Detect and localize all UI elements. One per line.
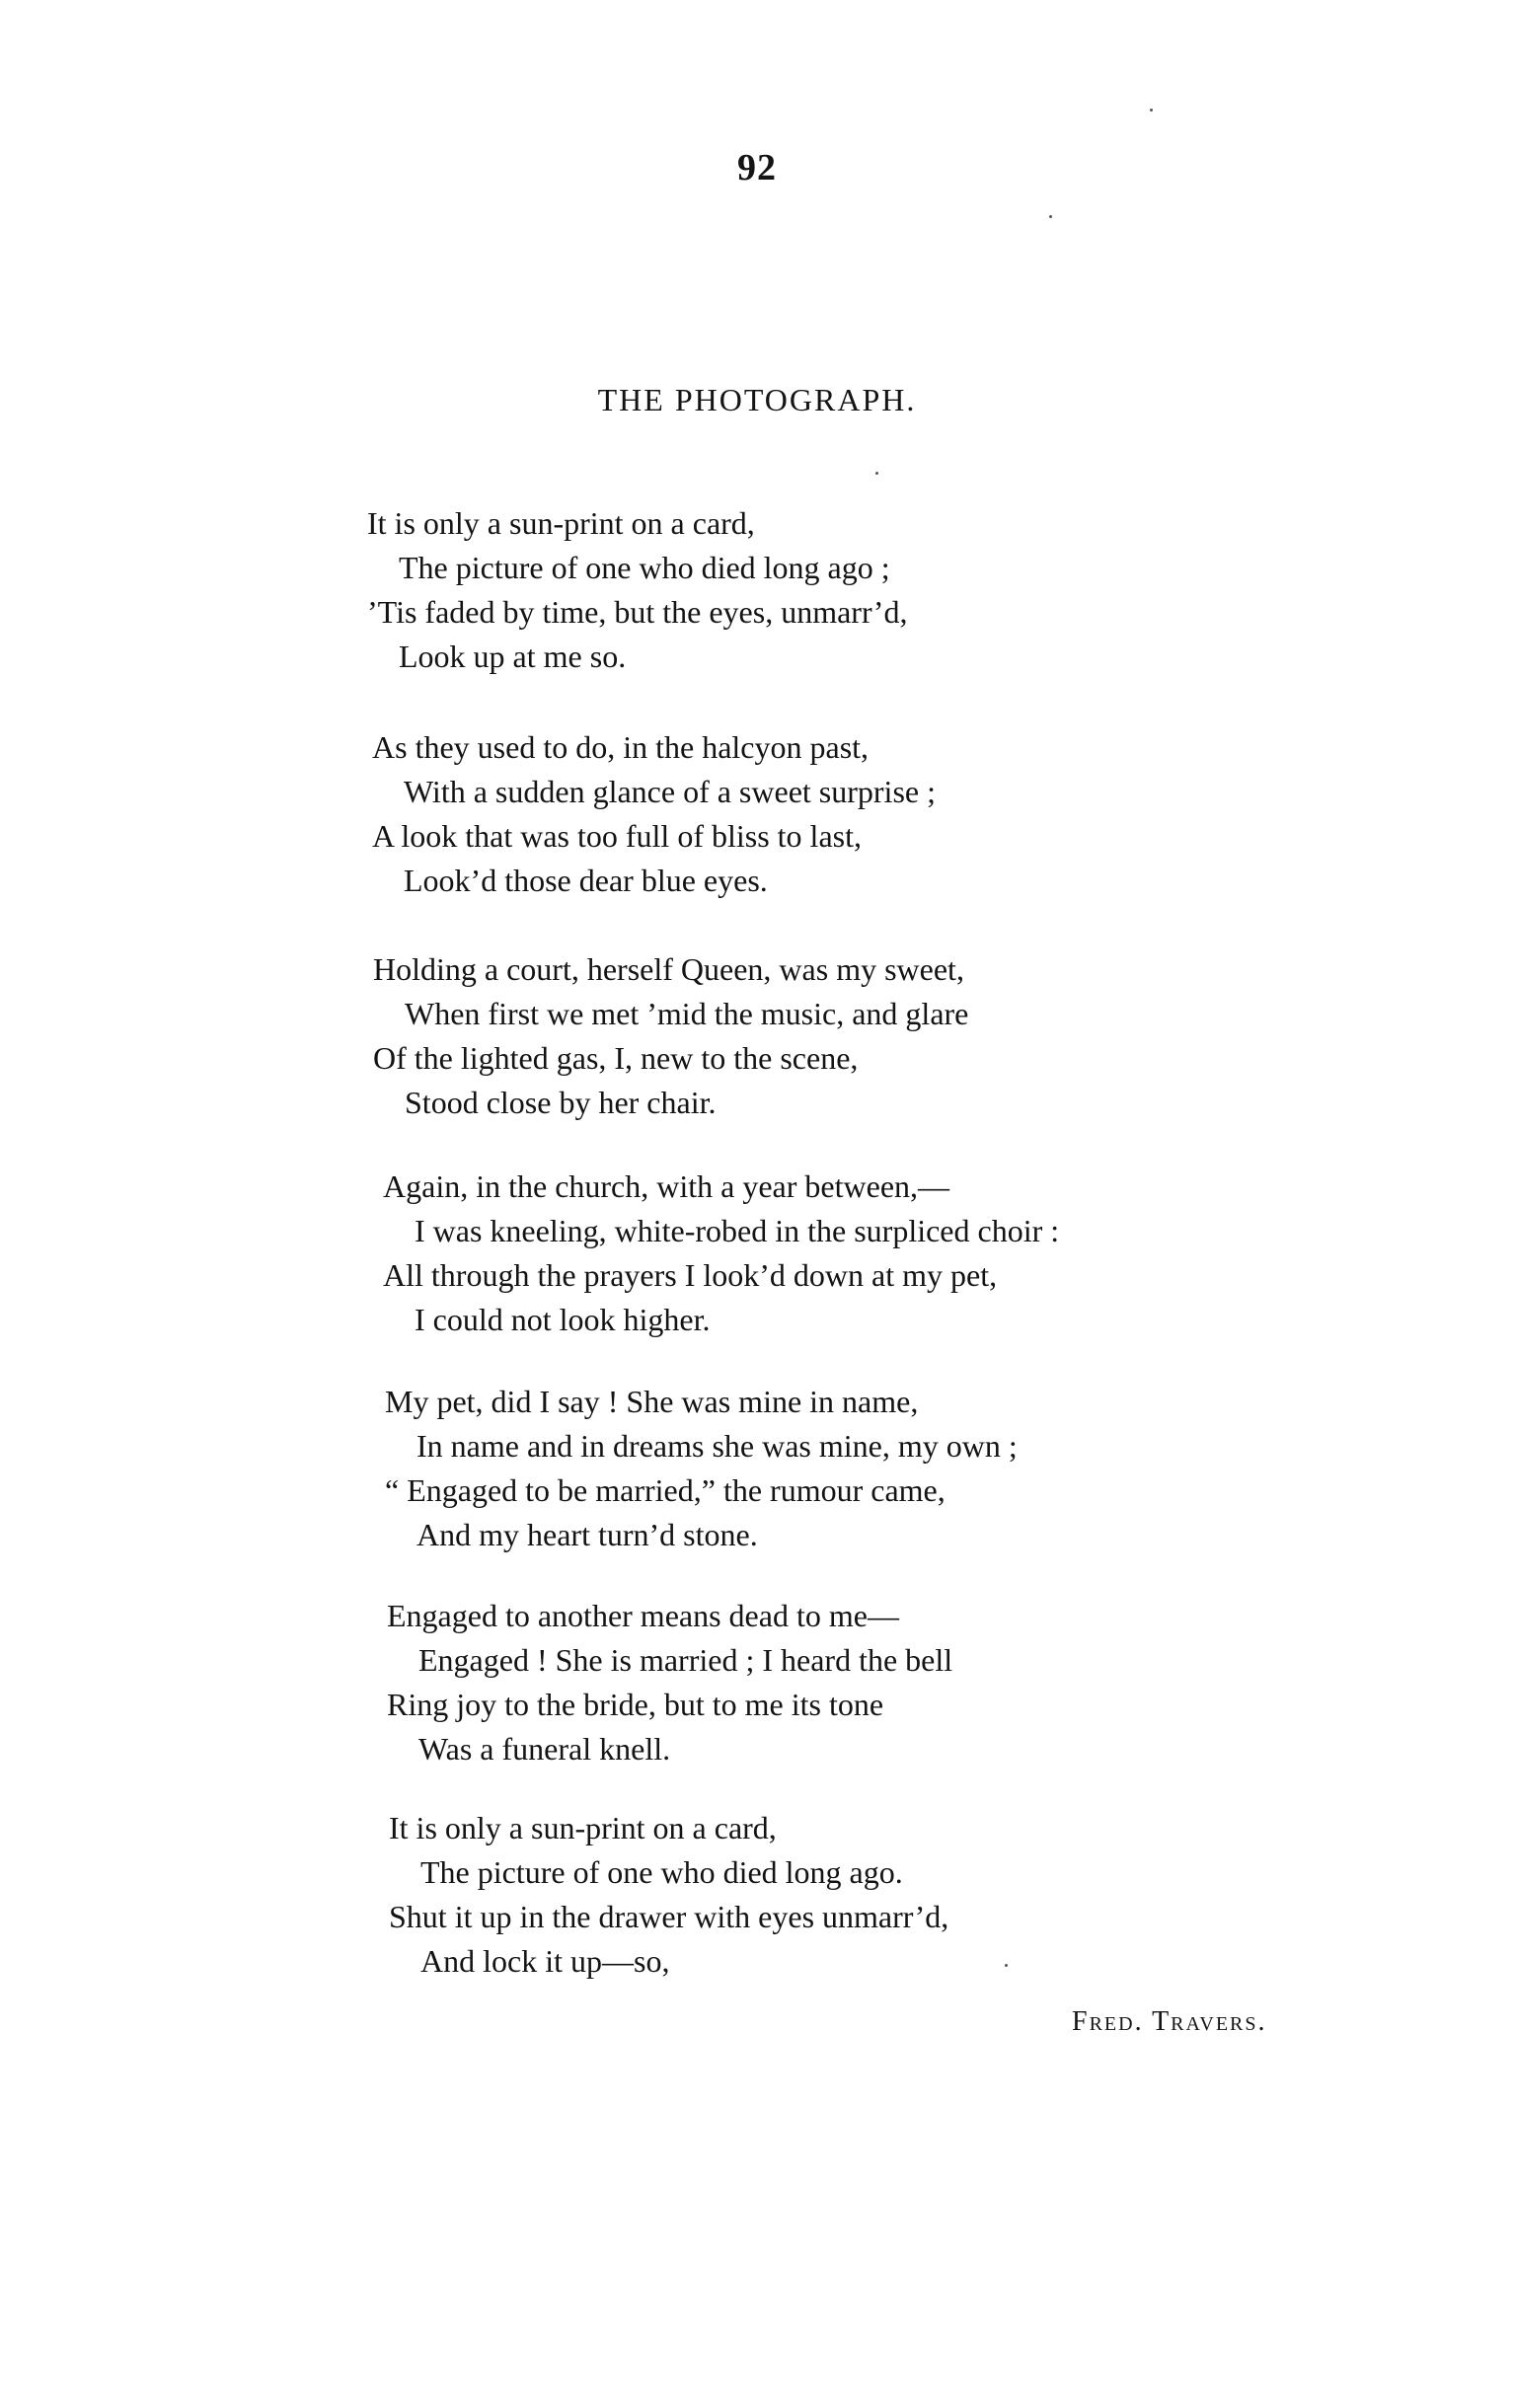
paper-speck: [1005, 1964, 1008, 1967]
poem-line: As they used to do, in the halcyon past,: [372, 729, 870, 765]
paper-speck: [1150, 109, 1153, 112]
poem-line: Ring joy to the bride, but to me its tone: [387, 1687, 884, 1722]
stanza-2: [372, 725, 936, 903]
poem-line: I was kneeling, white-robed in the surpliced choir :: [415, 1213, 1060, 1248]
poem-line: A look that was too full of bliss to last,: [372, 818, 862, 854]
poem-line: Was a funeral knell.: [418, 1731, 671, 1767]
poem-line: And lock it up—so,: [420, 1943, 670, 1979]
poem-line: Shut it up in the drawer with eyes unmarr’d,: [389, 1899, 949, 1934]
poem-line: Look’d those dear blue eyes.: [404, 863, 768, 898]
poem-line: Holding a court, herself Queen, was my sweet,: [373, 951, 964, 987]
poem-line: The picture of one who died long ago.: [420, 1854, 903, 1890]
poem-line: It is only a sun-print on a card,: [389, 1810, 777, 1845]
poem-line: With a sudden glance of a sweet surprise ;: [404, 774, 936, 809]
stanza-7: [389, 1806, 948, 1984]
poem-line: The picture of one who died long ago ;: [399, 550, 890, 585]
stanza-6: [387, 1594, 952, 1771]
poem-line: And my heart turn’d stone.: [416, 1517, 758, 1552]
poem-line: I could not look higher.: [415, 1302, 711, 1337]
stanza-3: [373, 947, 968, 1125]
poem-line: When first we met ’mid the music, and glare: [405, 996, 969, 1031]
poem-line: My pet, did I say ! She was mine in name,: [385, 1384, 919, 1419]
poem-line: Stood close by her chair.: [405, 1085, 717, 1120]
paper-speck: [875, 472, 878, 475]
page-number: 92: [737, 147, 777, 188]
poem-title: THE PHOTOGRAPH.: [597, 382, 917, 417]
poem-line: Engaged to another means dead to me—: [387, 1598, 899, 1633]
paper-speck: [1049, 215, 1052, 218]
author-signature: Fred. Travers.: [1072, 2006, 1267, 2037]
stanza-1: [367, 501, 907, 679]
poem-line: Of the lighted gas, I, new to the scene,: [373, 1040, 859, 1076]
poem-line: Engaged ! She is married ; I heard the bell: [418, 1642, 953, 1678]
poem-line: ’Tis faded by time, but the eyes, unmarr’d,: [367, 594, 908, 630]
poem-line: Look up at me so.: [399, 639, 627, 674]
stanza-4: [383, 1165, 1059, 1342]
stanza-5: [385, 1380, 1018, 1557]
poem-line: Again, in the church, with a year between,—: [383, 1168, 950, 1204]
poem-line: All through the prayers I look’d down at my pet,: [383, 1257, 998, 1293]
poem-line: “ Engaged to be married,” the rumour came,: [385, 1472, 946, 1508]
poem-line: It is only a sun-print on a card,: [367, 505, 755, 541]
poem-line: In name and in dreams she was mine, my own ;: [416, 1428, 1018, 1464]
